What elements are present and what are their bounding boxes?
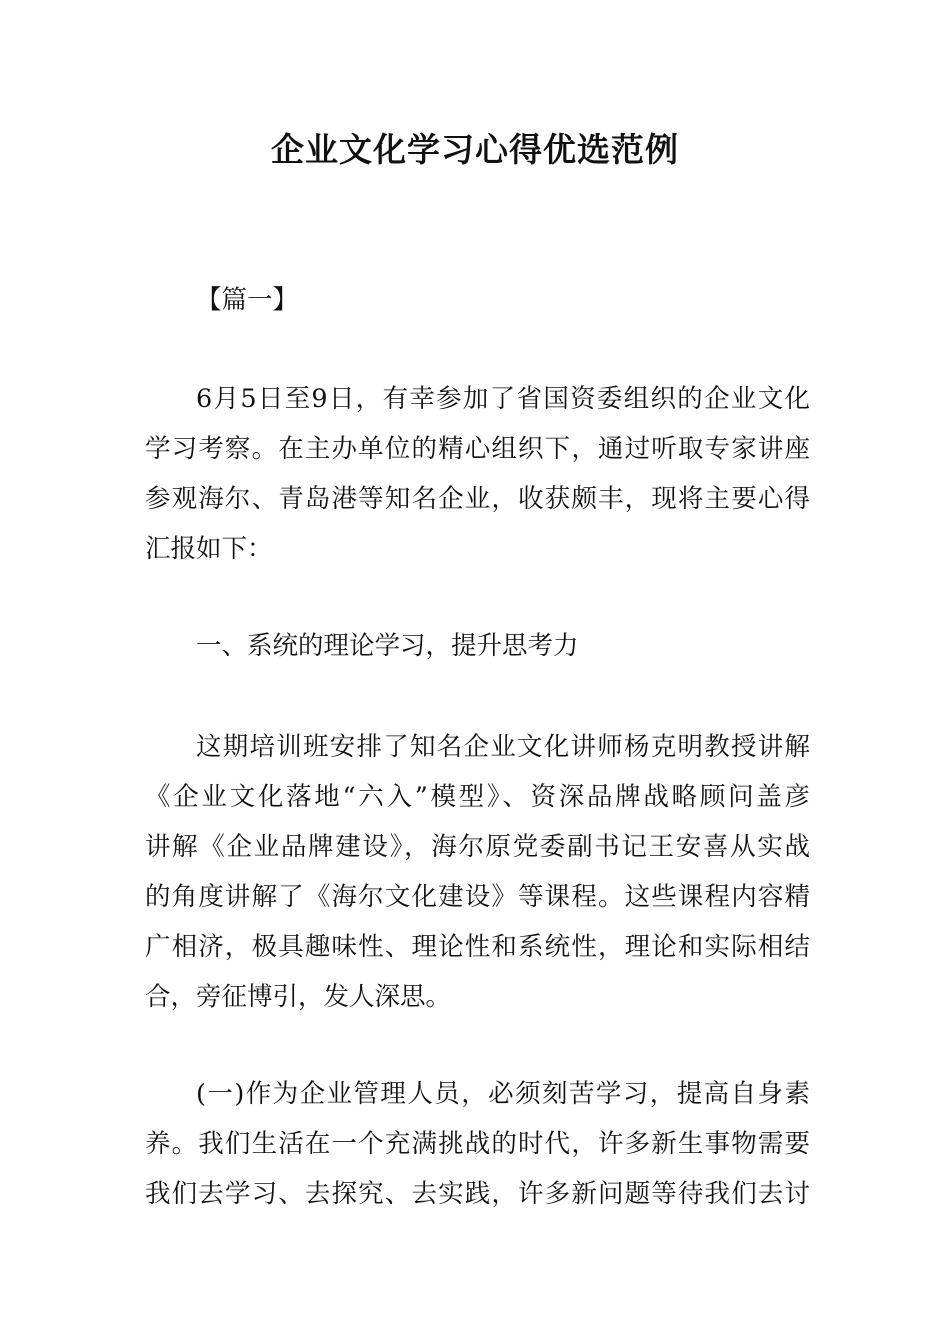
paragraph-line: 养。我们生活在一个充满挑战的时代，许多新生事物需要 — [145, 1129, 810, 1159]
paragraph-line: 学习考察。在主办单位的精心组织下，通过听取专家讲座 — [145, 434, 810, 464]
paragraph-line: 广相济，极具趣味性、理论性和系统性，理论和实际相结 — [145, 932, 810, 962]
paragraph-line: 讲解《企业品牌建设》，海尔原党委副书记王安喜从实战 — [145, 832, 810, 862]
paragraph-line: 的角度讲解了《海尔文化建设》等课程。这些课程内容精 — [145, 882, 810, 912]
paragraph-line: 这期培训班安排了知名企业文化讲师杨克明教授讲解 — [196, 732, 810, 762]
section-marker: 【篇一】 — [196, 285, 299, 315]
paragraph-line: 我们去学习、去探究、去实践，许多新问题等待我们去讨 — [145, 1179, 810, 1209]
paragraph-line: 汇报如下： — [145, 534, 273, 564]
section-heading: 一、系统的理论学习，提升思考力 — [196, 631, 579, 661]
paragraph-line: 《企业文化落地“六入”模型》、资深品牌战略顾问盖彦 — [145, 782, 810, 812]
document-title: 企业文化学习心得优选范例 — [271, 130, 679, 169]
paragraph-line: 参观海尔、青岛港等知名企业，收获颇丰，现将主要心得 — [145, 484, 810, 514]
paragraph-line: 6月5日至9日，有幸参加了省国资委组织的企业文化 — [196, 384, 810, 414]
paragraph-line: (一)作为企业管理人员，必须刻苦学习，提高自身素 — [196, 1079, 810, 1109]
paragraph-line: 合，旁征博引，发人深思。 — [145, 982, 452, 1012]
